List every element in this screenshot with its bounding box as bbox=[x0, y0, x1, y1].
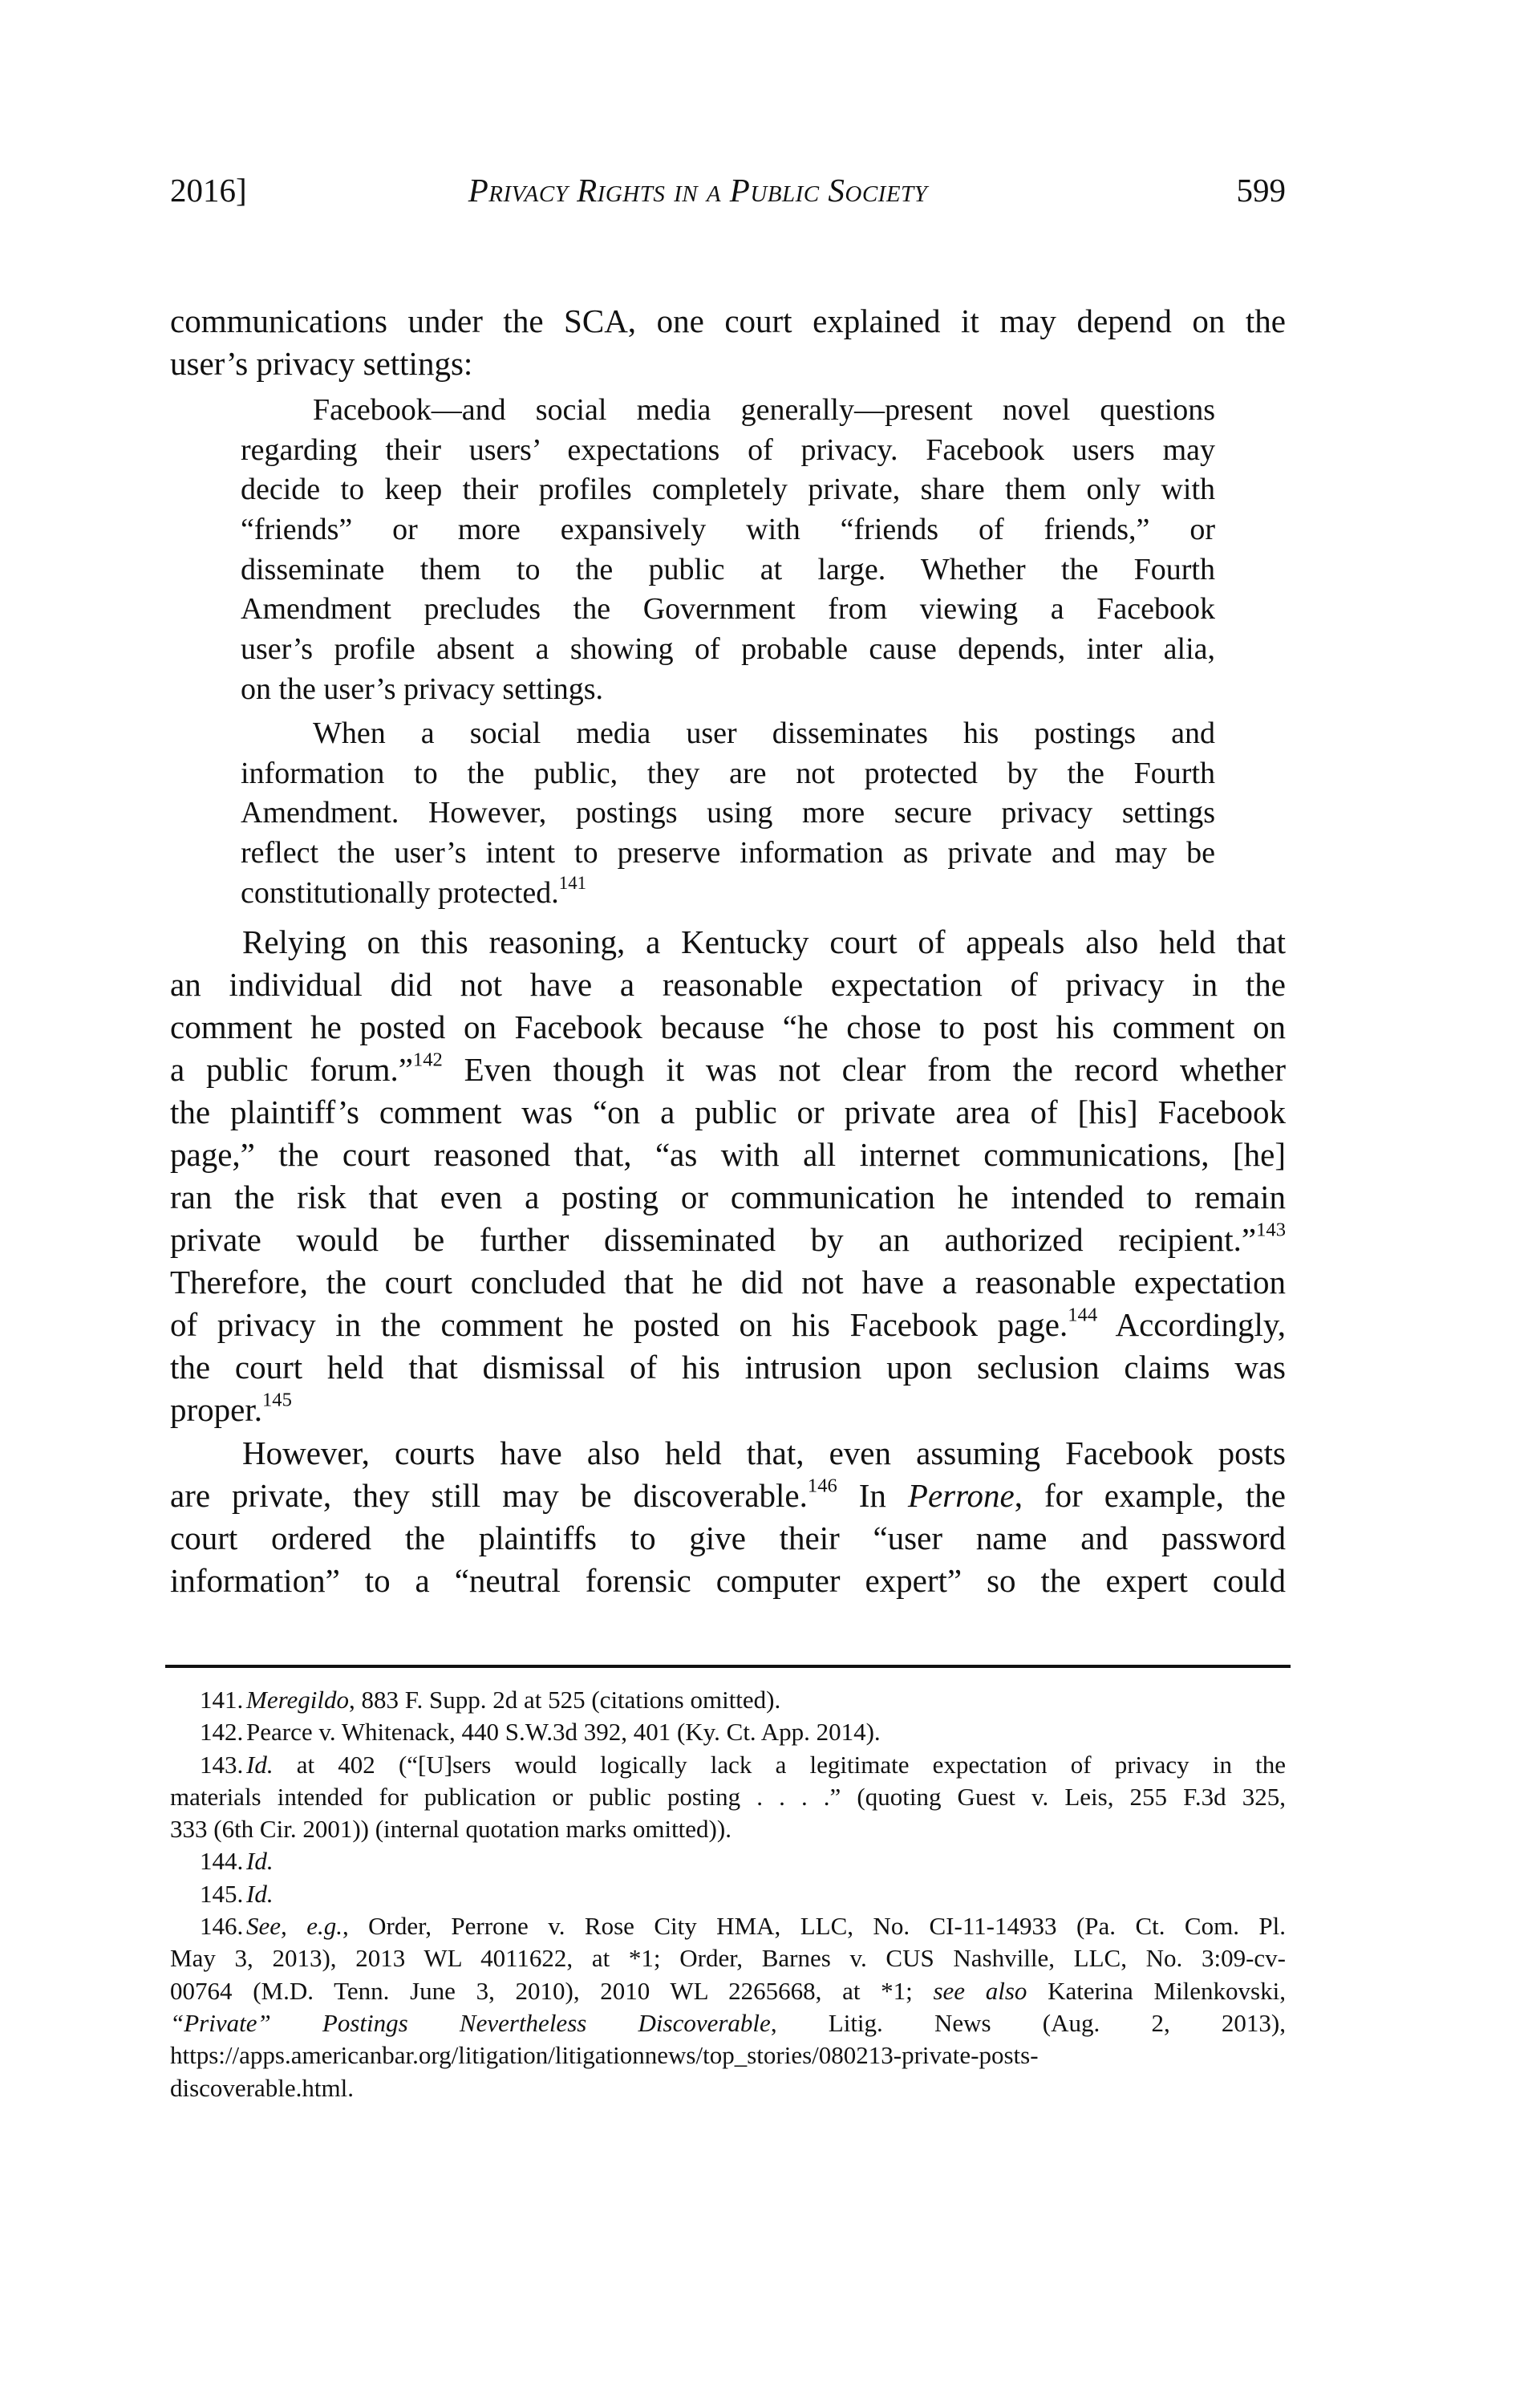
text-line bbox=[170, 1006, 1286, 1049]
text-run: decide to keep their profiles completely private, share them only with bbox=[241, 473, 1215, 507]
text-run: In bbox=[837, 1477, 908, 1514]
text-line bbox=[170, 1517, 1286, 1560]
text-line bbox=[170, 1091, 1286, 1134]
footnote-number: 146. bbox=[200, 1912, 244, 1941]
footnote-line bbox=[170, 2007, 1286, 2039]
text-line bbox=[241, 670, 1215, 710]
footnote-ref: 146 bbox=[807, 1475, 837, 1497]
text-run: at 402 (“[U]sers would logically lack a legitimate expectation of privacy in the bbox=[273, 1750, 1286, 1779]
footnote-ref: 144 bbox=[1068, 1304, 1098, 1326]
text-run: the plaintiff’s comment was “on a public or private area of [his] Facebook bbox=[170, 1094, 1286, 1130]
text-run: user’s profile absent a showing of probable cause depends, inter alia, bbox=[241, 632, 1215, 667]
footnote-line bbox=[170, 1813, 1286, 1845]
text-run: When a social media user disseminates his postings and bbox=[313, 716, 1215, 750]
text-run: of privacy in the comment he posted on his Facebook page. bbox=[170, 1306, 1068, 1343]
text-run: 00764 (M.D. Tenn. June 3, 2010), 2010 WL 2265668, at *1; bbox=[170, 1976, 934, 2005]
text-run: private would be further disseminated by an authorized recipient.” bbox=[170, 1221, 1257, 1258]
text-run: 333 (6th Cir. 2001)) (internal quotation marks omitted)). bbox=[170, 1815, 732, 1844]
text-line bbox=[170, 1261, 1286, 1304]
footnote-line bbox=[170, 1975, 1286, 2007]
text-run: reflect the user’s intent to preserve information as private and may be bbox=[241, 836, 1215, 870]
text-run: communications under the SCA, one court explained it may depend on the bbox=[170, 302, 1286, 339]
text-line bbox=[241, 391, 1215, 431]
text-run: May 3, 2013), 2013 WL 4011622, at *1; Order, Barnes v. CUS Nashville, LLC, No. 3:09-cv- bbox=[170, 1944, 1286, 1973]
page-number: 599 bbox=[1236, 172, 1286, 209]
text-run: Facebook—and social media generally—present novel questions bbox=[313, 393, 1215, 427]
footnote-line bbox=[170, 2039, 1286, 2071]
text-line bbox=[241, 793, 1215, 834]
paragraph bbox=[170, 921, 1286, 1431]
italic-text: Id. bbox=[246, 1847, 274, 1876]
text-run: comment he posted on Facebook because “he chose to post his comment on bbox=[170, 1008, 1286, 1045]
footnote-ref: 142 bbox=[412, 1049, 443, 1071]
italic-text: “Private” Postings Nevertheless Discoverable bbox=[170, 2008, 771, 2037]
footnote-line bbox=[170, 1716, 1286, 1748]
text-line bbox=[241, 550, 1215, 590]
footnote-ref: 145 bbox=[262, 1389, 292, 1411]
text-run: However, courts have also held that, even assuming Facebook posts bbox=[242, 1434, 1286, 1471]
running-header-year: 2016] bbox=[170, 172, 247, 209]
block-quote bbox=[241, 714, 1215, 913]
text-line bbox=[170, 343, 1286, 385]
footnote bbox=[170, 1749, 1286, 1846]
footnote-number: 142. bbox=[200, 1718, 244, 1747]
text-line bbox=[241, 510, 1215, 550]
text-run: court ordered the plaintiffs to give their “user name and password bbox=[170, 1520, 1286, 1556]
footnote-number: 143. bbox=[200, 1750, 244, 1779]
paragraph bbox=[170, 300, 1286, 385]
text-run: Therefore, the court concluded that he did not have a reasonable expectation bbox=[170, 1264, 1286, 1301]
text-run: the court held that dismissal of his intrusion upon seclusion claims was bbox=[170, 1349, 1286, 1386]
text-line bbox=[241, 470, 1215, 510]
italic-text: Perrone bbox=[907, 1477, 1015, 1514]
text-line bbox=[241, 431, 1215, 471]
text-line bbox=[241, 874, 1215, 914]
text-run: user’s privacy settings: bbox=[170, 345, 473, 382]
text-line bbox=[170, 1304, 1286, 1346]
text-run: an individual did not have a reasonable expectation of privacy in the bbox=[170, 966, 1286, 1003]
italic-text: Meregildo bbox=[246, 1686, 349, 1714]
text-line bbox=[170, 921, 1286, 964]
text-run: Amendment precludes the Government from viewing a Facebook bbox=[241, 592, 1215, 627]
footnote-line bbox=[170, 1878, 1286, 1910]
text-run: Even though it was not clear from the record whether bbox=[442, 1051, 1286, 1088]
text-run: a public forum.” bbox=[170, 1051, 413, 1088]
text-line bbox=[170, 300, 1286, 343]
text-line bbox=[170, 1219, 1286, 1261]
text-line bbox=[170, 1049, 1286, 1091]
footnote-line bbox=[170, 1684, 1286, 1716]
text-run: regarding their users’ expectations of privacy. Facebook users may bbox=[241, 432, 1215, 467]
text-run: proper. bbox=[170, 1391, 262, 1428]
footnotes bbox=[170, 1684, 1286, 2104]
text-run: , Order, Perrone v. Rose City HMA, LLC, No. CI-11-14933 (Pa. Ct. Com. Pl. bbox=[342, 1912, 1287, 1941]
text-run: materials intended for publication or public posting . . . .” (quoting Guest v. Leis, 255 F.3d 325, bbox=[170, 1782, 1286, 1811]
text-run: “friends” or more expansively with “friends of friends,” or bbox=[241, 513, 1215, 547]
footnote bbox=[170, 1684, 1286, 1716]
text-run: page,” the court reasoned that, “as with all internet communications, [he] bbox=[170, 1136, 1286, 1173]
footnote-number: 141. bbox=[200, 1686, 244, 1714]
footnote bbox=[170, 1716, 1286, 1748]
text-run: , 883 F. Supp. 2d at 525 (citations omitted). bbox=[348, 1686, 781, 1714]
text-line bbox=[241, 630, 1215, 670]
text-line bbox=[170, 1346, 1286, 1389]
footnote bbox=[170, 1878, 1286, 1910]
text-line bbox=[170, 1560, 1286, 1602]
footnote-divider bbox=[165, 1665, 1291, 1668]
block-quote bbox=[241, 391, 1215, 710]
italic-text: see also bbox=[933, 1976, 1027, 2005]
text-run: discoverable.html. bbox=[170, 2073, 354, 2102]
text-line bbox=[170, 1134, 1286, 1176]
text-run: information” to a “neutral forensic computer expert” so the expert could bbox=[170, 1562, 1286, 1599]
footnote-line bbox=[170, 1942, 1286, 1974]
italic-text: See, e.g. bbox=[246, 1912, 342, 1941]
footnote bbox=[170, 1910, 1286, 2104]
text-line bbox=[170, 1432, 1286, 1475]
footnote-line bbox=[170, 1781, 1286, 1813]
text-run: Katerina Milenkovski, bbox=[1027, 1976, 1286, 2005]
text-run: , for example, the bbox=[1014, 1477, 1286, 1514]
text-run: Amendment. However, postings using more secure privacy settings bbox=[241, 796, 1215, 830]
footnote-line bbox=[170, 1749, 1286, 1781]
text-line bbox=[241, 714, 1215, 754]
text-run: Accordingly, bbox=[1097, 1306, 1287, 1343]
text-run: constitutionally protected. bbox=[241, 875, 559, 910]
text-run: on the user’s privacy settings. bbox=[241, 672, 604, 706]
text-run: are private, they still may be discoverable. bbox=[170, 1477, 808, 1514]
text-run: Pearce v. Whitenack, 440 S.W.3d 392, 401 (Ky. Ct. App. 2014). bbox=[246, 1718, 881, 1747]
text-run: https://apps.americanbar.org/litigation/litigationnews/top_stories/080213-private-posts- bbox=[170, 2041, 1039, 2070]
footnote-ref: 143 bbox=[1256, 1219, 1286, 1241]
italic-text: Id. bbox=[246, 1750, 274, 1779]
text-line bbox=[170, 1475, 1286, 1517]
text-line bbox=[170, 964, 1286, 1006]
paragraph bbox=[170, 1432, 1286, 1602]
text-run: Relying on this reasoning, a Kentucky court of appeals also held that bbox=[242, 923, 1286, 960]
text-line bbox=[241, 754, 1215, 794]
footnote-number: 144. bbox=[200, 1847, 244, 1876]
footnote-line bbox=[170, 2072, 1286, 2104]
text-line bbox=[241, 834, 1215, 874]
italic-text: Id. bbox=[246, 1879, 274, 1908]
running-header-title: Privacy Rights in a Public Society bbox=[468, 172, 928, 209]
text-run: disseminate them to the public at large. Whether the Fourth bbox=[241, 552, 1215, 586]
text-run: information to the public, they are not protected by the Fourth bbox=[241, 756, 1215, 790]
footnote-line bbox=[170, 1845, 1286, 1877]
footnote-number: 145. bbox=[200, 1879, 244, 1908]
text-run: , Litig. News (Aug. 2, 2013), bbox=[770, 2008, 1287, 2037]
text-line bbox=[170, 1176, 1286, 1219]
text-run: ran the risk that even a posting or communication he intended to remain bbox=[170, 1179, 1286, 1215]
text-line bbox=[170, 1389, 1286, 1431]
footnote-line bbox=[170, 1910, 1286, 1942]
footnote-ref: 141 bbox=[558, 872, 586, 893]
text-line bbox=[241, 590, 1215, 630]
footnote bbox=[170, 1845, 1286, 1877]
